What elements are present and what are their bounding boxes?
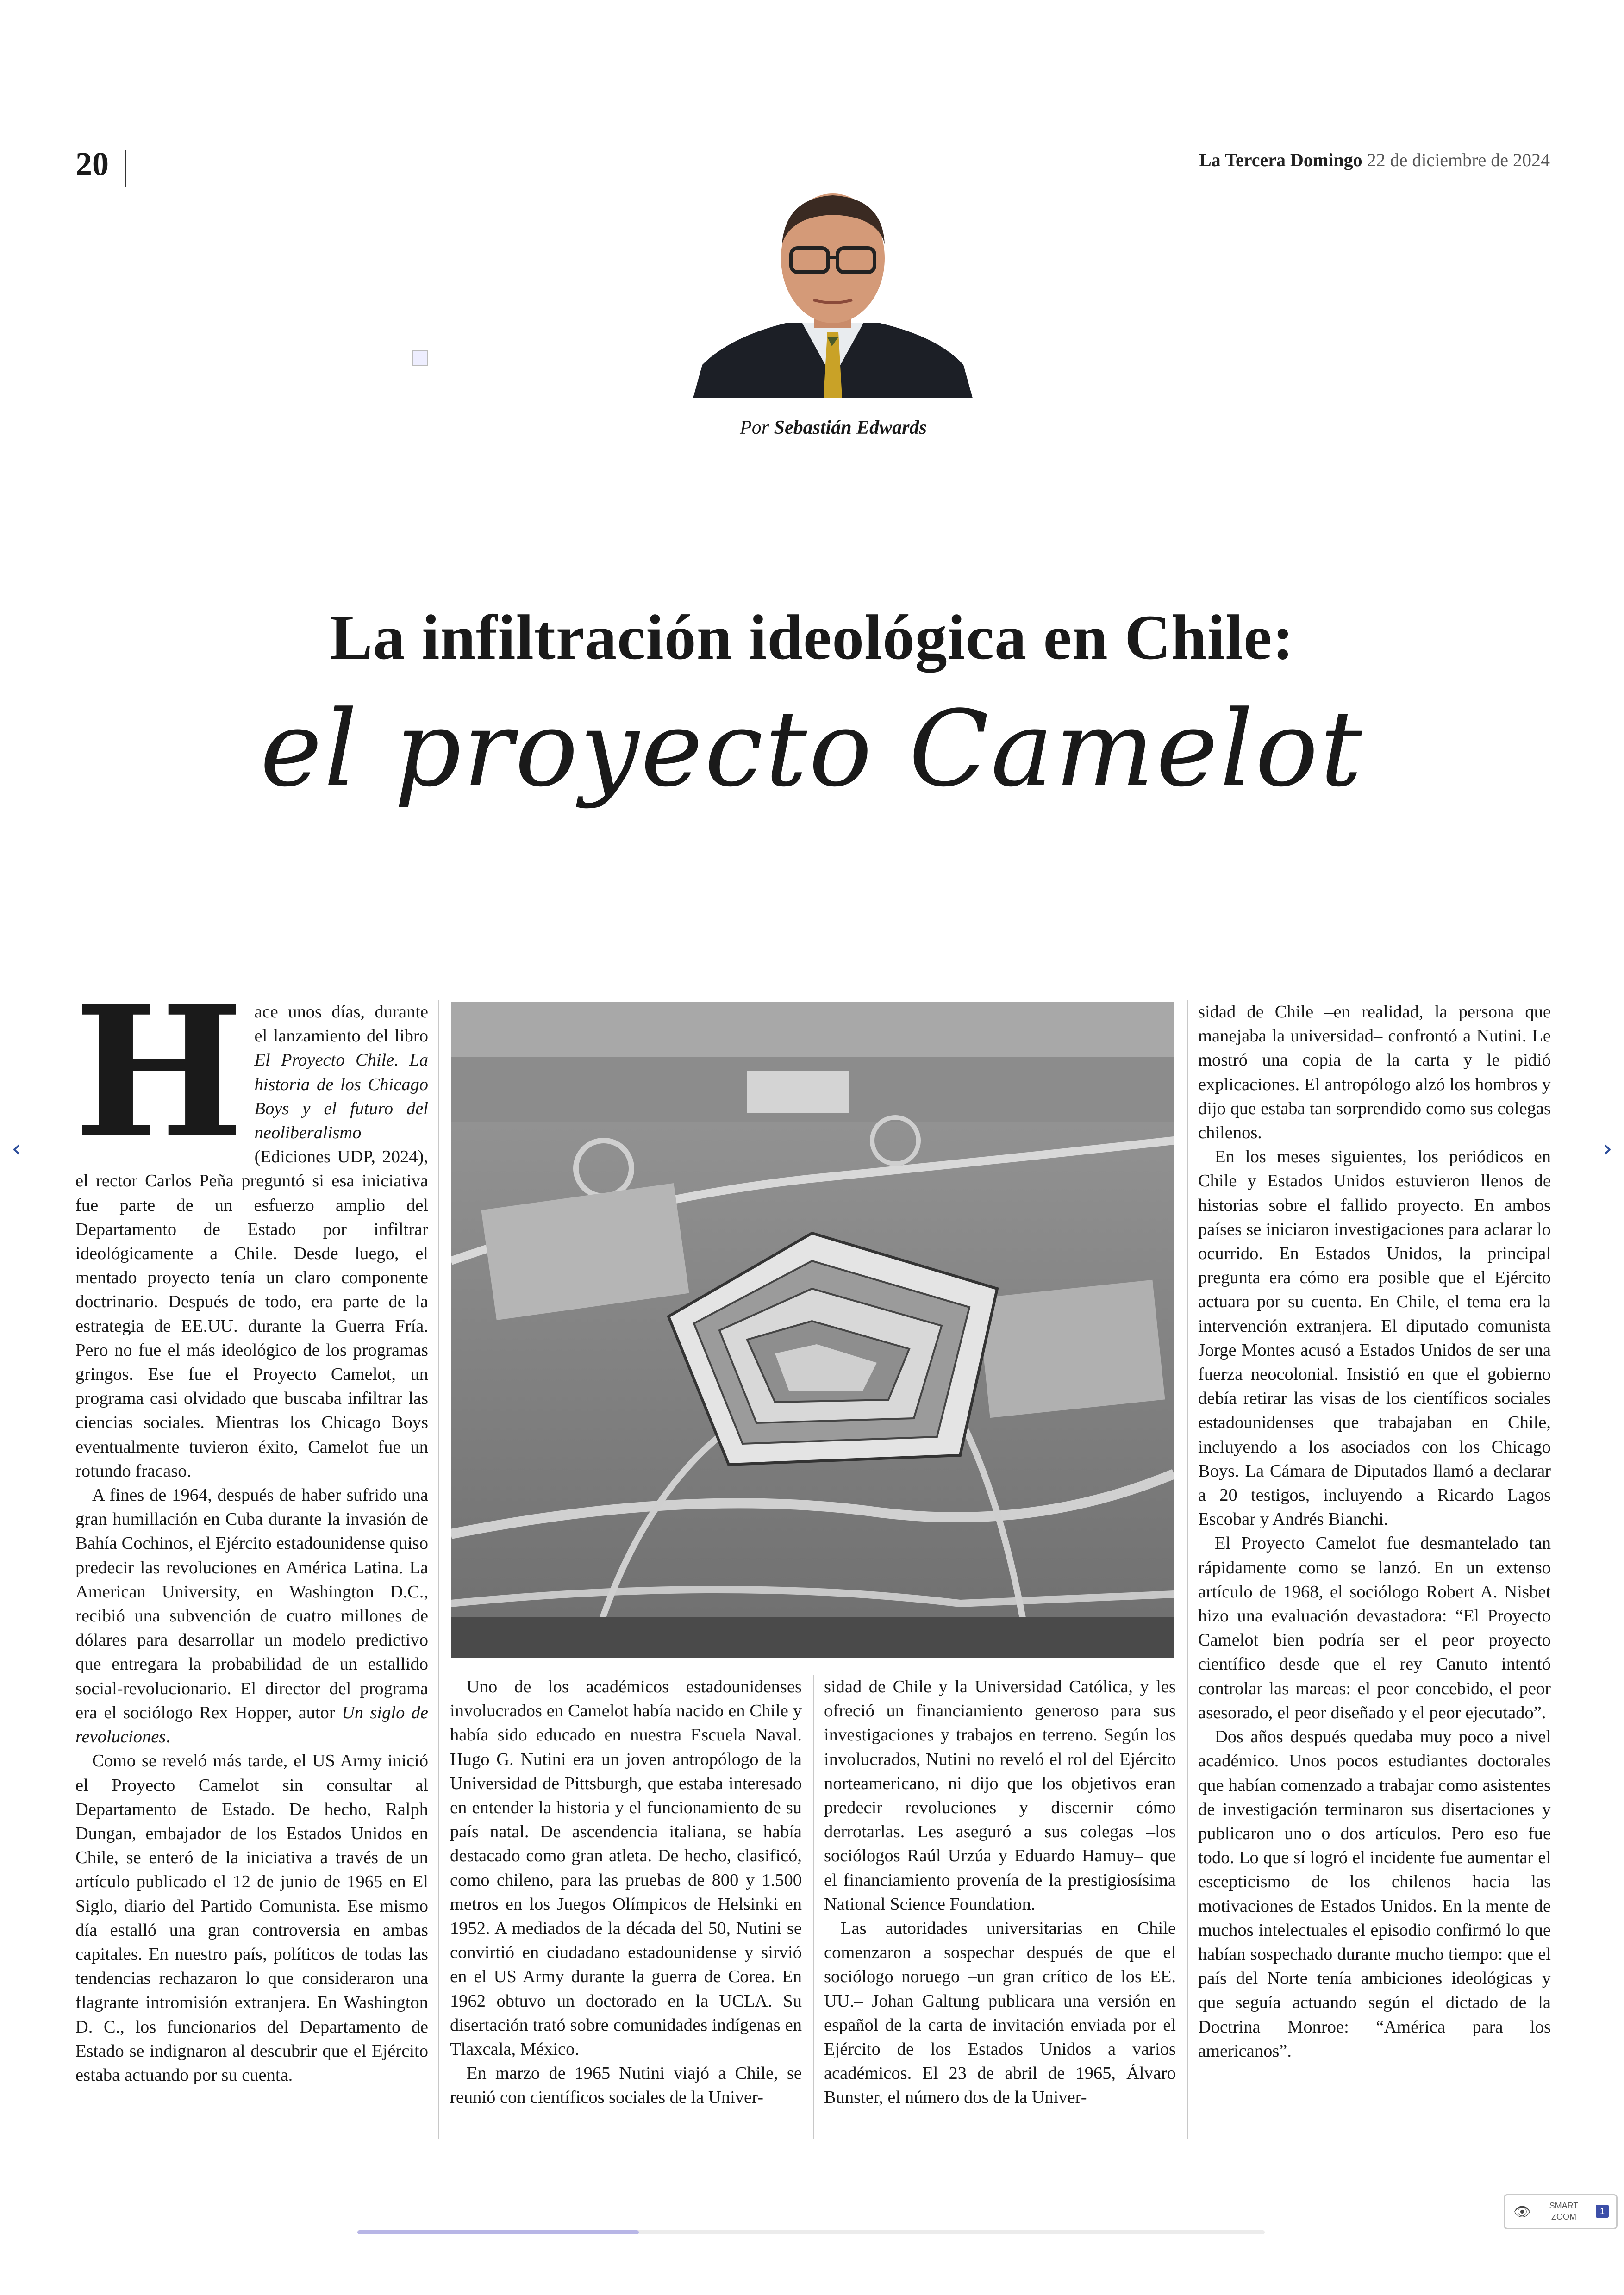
article-column-2 [450,1675,802,2110]
article-paragraph: sidad de Chile –en realidad, la persona que manejaba la universidad– confrontó a Nutini. Le mostró una copia de la carta y le pidió explicaciones. El antropólogo alzó los hombros y dijo que estaba tan sorprendido como sus colegas chilenos. [1198,1002,1551,1143]
pentagon-aerial-photo [451,1002,1174,1658]
headline-line-1: La infiltración ideológica en Chile: [330,602,1294,673]
article-paragraph: Uno de los académicos estadounidenses involucrados en Camelot había nacido en Chile y había sido educado en nuestra Escuela Naval. Hugo G. Nutini era un joven antropólogo de la Universidad de Pittsburgh, que estaba interesado en entender la historia y el funcionamiento de su país natal. De ascendencia italiana, se había destacado como gran atleta. De hecho, clasificó, como chileno, para las pruebas de 800 y 1.500 metros en los Juegos Olímpicos de Helsinki en 1952. A mediados de la década del 50, Nutini se convirtió en ciudadano estadounidense y sirvió en el US Army durante la guerra de Corea. En 1962 obtuvo un doctorado en la UCLA. Su disertación trató sobre comunidades indígenas en Tlaxcala, México. [450,1677,802,2059]
article-paragraph: A fines de 1964, después de haber sufrido una gran humillación en Cuba durante la invasión de Bahía Cochinos, el Ejército estadounidense quiso predecir las revoluciones en América Latina. La American University, en Washington D.C., recibió una subvención de cuatro millones de dólares para desarrollar un modelo predictivo que entregara la probabilidad de un estallido social-revolucionario. El director del programa era el sociólogo Rex Hopper, autor Un siglo de revoluciones. [75,1485,428,1747]
masthead [1199,149,1550,171]
author-name: Sebastián Edwards [774,417,927,438]
page-number: 20 [75,145,109,182]
article-paragraph: En los meses siguientes, los periódicos en Chile y Estados Unidos estuvieron llenos de historias sobre el fallido proyecto. En ambos países se iniciaron investigaciones para aclarar lo ocurrido. En Estados Unidos, la principal pregunta era cómo era posible que el Ejército actuara por su cuenta. En Chile, el tema era la intervención extranjera. El diputado comunista Jorge Montes acusó a Estados Unidos de ser una fuerza neocolonial. Insistió en que el gobierno debía retirar las visas de los científicos sociales estadounidenses que trabajaban en Chile, incluyendo a los asociados con los Chicago Boys. La Cámara de Diputados llamó a declarar a 20 testigos, incluyendo a Ricardo Lagos Escobar y Andrés Bianchi. [1198,1147,1551,1529]
smart-zoom-button[interactable] [1504,2194,1618,2229]
publication-date: 22 de diciembre de 2024 [1367,150,1550,170]
page-progress-fill [357,2230,639,2234]
article-paragraph: ace unos días, durante el lanzamiento del libro El Proyecto Chile. La historia de los Chicago Boys y el futuro del neoliberalismo (Ediciones UDP, 2024), el rector Carlos Peña preguntó si esa iniciativa fue parte de un esfuerzo amplio del Departamento de Estado por infiltrar ideológicamente a Chile. Desde luego, el mentado proyecto tenía un claro componente doctrinario. Después de todo, era parte de la estrategia de EE.UU. durante la Guerra Fría. Pero no fue el más ideológico de los programas gringos. Ese fue el Proyecto Camelot, un programa casi olvidado que buscaba infiltrar las ciencias sociales. Mientras los Chicago Boys eventualmente tuvieron éxito, Camelot fue un rotundo fracaso. [75,1002,428,1481]
article-column-1 [74,966,428,2087]
byline-prefix: Por [740,417,769,438]
headline-line-2: el proyecto Camelot [260,688,1364,810]
page-number-divider [125,150,126,187]
article-paragraph: Dos años después quedaba muy poco a nivel académico. Unos pocos estudiantes doctorales que habían comenzado a trabajar como asistentes de investigación terminaron sus disertaciones y publicaron uno o dos artículos. Pero eso fue todo. Lo que sí logró el incidente fue aumentar el escepticismo de los chilenos hacia las motivaciones de Estados Unidos. En la mente de muchos intelectuales el episodio confirmó lo que habían sospechado durante mucho tiempo: que el país del Norte tenía ambiciones ideológicas y que seguía actuando según el dictado de la Doctrina Monroe: “América para los americanos”. [1198,1727,1551,2061]
drop-cap: H [74,966,244,1178]
eye-icon: 👁 [1513,2204,1531,2220]
byline [602,417,1065,439]
article-paragraph: Como se reveló más tarde, el US Army inició el Proyecto Camelot sin consultar al Departamento de Estado. De hecho, Ralph Dungan, embajador de los Estados Unidos en Chile, se enteró de la iniciativa a través de un artículo publicado el 12 de junio de 1965 en El Siglo, diario del Partido Comunista. Ese mismo día estalló una gran controversia en ambas capitales. En nuestro país, políticos de todas las tendencias rechazaron lo que consideraron una flagrante intromisión extranjera. En Washington D. C., los funcionarios del Departamento de Estado se indignaron al descubrir que el Ejército estaba actuando por su cuenta. [75,1751,428,2085]
thumbnail-mark-icon [412,350,428,366]
article-paragraph: En marzo de 1965 Nutini viajó a Chile, se reunió con científicos sociales de la Univer- [450,2064,802,2108]
smart-zoom-label: SMART ZOOM [1549,2201,1579,2221]
article-column-4 [1198,1000,1551,2063]
article-column-3 [824,1675,1176,2110]
smart-zoom-badge: 1 [1596,2205,1609,2218]
author-photo [693,184,973,398]
chevron-right-icon[interactable]: › [1602,1134,1613,1164]
column-divider [813,1675,814,2139]
column-divider [1187,1000,1188,2139]
article-paragraph: sidad de Chile y la Universidad Católica, y les ofreció un financiamiento generoso para sus investigaciones y trabajos en terreno. Según los involucrados, Nutini no reveló el rol del Ejército norteamericano, ni dijo que los objetivos eran predecir revoluciones y discernir cómo derrotarlas. Les aseguró a sus colegas –los sociólogos Raúl Urzúa y Eduardo Hamuy– que el financiamiento provenía de la prestigiosísima National Science Foundation. [824,1677,1176,1914]
article-paragraph: Las autoridades universitarias en Chile comenzaron a sospechar después de que el sociólogo noruego –un gran crítico de los EE. UU.– Johan Galtung publicara una versión en español de la carta de invitación enviada por el Ejército de los Estados Unidos a varios académicos. El 23 de abril de 1965, Álvaro Bunster, el número dos de la Univer- [824,1919,1176,2108]
column-divider [438,1000,439,2139]
chevron-left-icon[interactable]: ‹ [11,1134,22,1164]
publication-name: La Tercera Domingo [1199,150,1362,170]
article-paragraph: El Proyecto Camelot fue desmantelado tan rápidamente como se lanzó. En un extenso artículo de 1968, el sociólogo Robert A. Nisbet hizo una evaluación devastadora: “El Proyecto Camelot bien podría ser el peor proyecto científico desde que el rey Canuto intentó controlar las mareas: el peor concebido, el peor asesorado, el peor diseñado y el peor ejecutado”. [1198,1534,1551,1722]
